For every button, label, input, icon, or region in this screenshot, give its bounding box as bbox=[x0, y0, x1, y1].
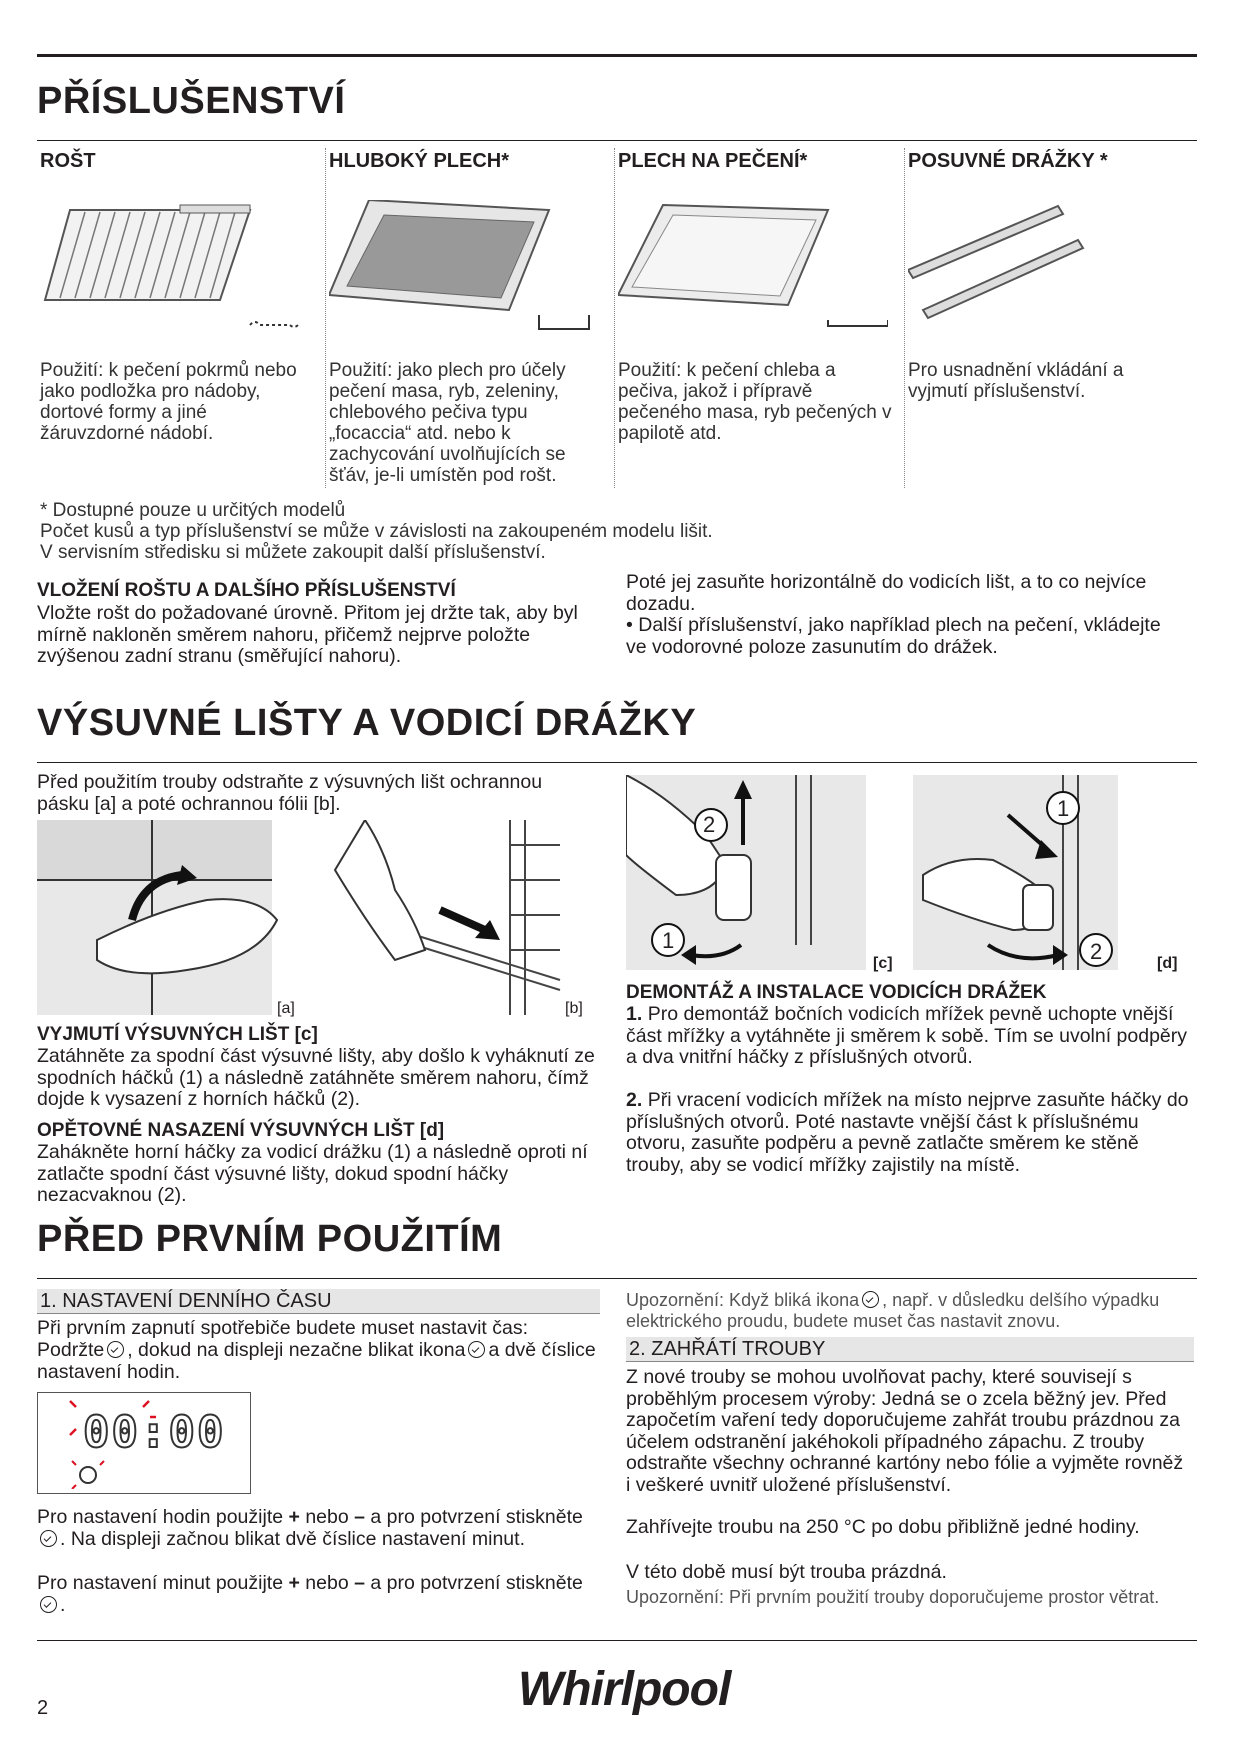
clock-icon bbox=[107, 1341, 124, 1358]
power-outage-warning bbox=[626, 1290, 1196, 1332]
clock-icon bbox=[862, 1291, 879, 1308]
time-p2-start: Podržte bbox=[37, 1339, 105, 1361]
time-p3 bbox=[37, 1507, 597, 1550]
insert-heading: VLOŽENÍ ROŠTU A DALŠÍHO PŘÍSLUŠENSTVÍ bbox=[37, 580, 456, 601]
heat-text-duration: Zahřívejte troubu na 250 °C po dobu přibližně jedné hodiny. bbox=[626, 1516, 1140, 1538]
first-use-rule bbox=[37, 1278, 1197, 1279]
top-rule bbox=[37, 54, 1197, 57]
footnote-availability: * Dostupné pouze u určitých modelů bbox=[40, 500, 346, 521]
page-number: 2 bbox=[37, 1697, 49, 1719]
guides-step1 bbox=[626, 1004, 1191, 1069]
time-p3-or: nebo bbox=[305, 1506, 349, 1528]
time-p4-or: nebo bbox=[305, 1572, 349, 1594]
guides-step1-num: 1. bbox=[626, 1003, 643, 1025]
figure-d-circle-2: 2 bbox=[1090, 939, 1103, 964]
col-text-baking-tray: Použití: k pečení chleba a pečiva, jakož i přípravě pečeného masa, ryb pečených v papilotě atd. bbox=[618, 360, 892, 444]
col-text-sliding-runners: Pro usnadnění vkládání a vyjmutí příslušenství. bbox=[908, 360, 1124, 402]
column-divider bbox=[614, 148, 615, 488]
col-heading-baking-tray: PLECH NA PEČENÍ* bbox=[618, 150, 808, 172]
figure-b-label: [b] bbox=[565, 1000, 583, 1017]
rails-title: VÝSUVNÉ LIŠTY A VODICÍ DRÁŽKY bbox=[37, 702, 697, 744]
guides-step2-num: 2. bbox=[626, 1089, 643, 1111]
time-p3-start: Pro nastavení hodin použijte bbox=[37, 1506, 284, 1528]
time-p4-start: Pro nastavení minut použijte bbox=[37, 1572, 284, 1594]
insert-text: Vložte rošt do požadované úrovně. Přitom jej držte tak, aby byl mírně nakloněn směrem nahoru, přičemž nejprve položte zvýšenou zadní stranu (směřující nahoru). bbox=[37, 602, 578, 667]
footnote-service: V servisním středisku si můžete zakoupit další příslušenství. bbox=[40, 542, 546, 563]
column-divider bbox=[904, 148, 905, 488]
minus-icon: – bbox=[354, 1572, 365, 1594]
whirlpool-logo: Whirlpool bbox=[518, 1663, 731, 1716]
time-p2-middle: , dokud na displeji nezačne blikat ikona bbox=[127, 1339, 466, 1361]
clock-icon bbox=[40, 1596, 57, 1613]
warning-start: Upozornění: Když bliká ikona bbox=[626, 1290, 860, 1310]
insert-text-right: Poté jej zasuňte horizontálně do vodicích lišt, a to co nejvíce dozadu. bbox=[626, 571, 1147, 615]
blink-indicators bbox=[68, 1399, 238, 1489]
footer-rule bbox=[37, 1640, 1197, 1641]
time-p3-middle: a pro potvrzení stiskněte bbox=[370, 1506, 583, 1528]
first-use-title: PŘED PRVNÍM POUŽITÍM bbox=[37, 1218, 503, 1260]
guides-step1-text: Pro demontáž bočních vodicích mřížek pevně uchopte vnější část mřížky a vytáhněte ji směrem k sobě. Tím se uvolní podpěry a dva vnitřní háčky z příslušných otvorů. bbox=[626, 1003, 1188, 1068]
heat-text: Z nové trouby se mohou uvolňovat pachy, které souvisejí s proběhlým procesem výroby: Jedná se o zcela běžný jev. Před započetím vaření tedy doporučujeme zahřát troubu prázdnou za účelem odstranění jakéhokoli případného zápachu. Z trouby odstraňte všechny ochranné kartóny nebo fólie a vyjměte rovněž i veškeré uvnitř uložené příslušenství. bbox=[626, 1366, 1184, 1496]
wire-shelf-illustration bbox=[40, 200, 310, 340]
time-p4 bbox=[37, 1573, 597, 1616]
remove-rails-text: Zatáhněte za spodní část výsuvné lišty, aby došlo k vyháknutí ze spodních háčků (1) a následně zatáhněte směrem nahoru, čímž dojde k vysazení z horních háčků (2). bbox=[37, 1045, 595, 1110]
refit-rails-text: Zahákněte horní háčky za vodicí drážku (1) a následně oproti ní zatlačte spodní část výsuvné lišty, dokud spodní háčky nezacvaknou (2). bbox=[37, 1141, 588, 1206]
insert-text-right-bullet: • Další příslušenství, jako například plech na pečení, vkládejte ve vodorovné poloze zasunutím do drážek. bbox=[626, 614, 1161, 658]
rails-rule bbox=[37, 762, 1197, 763]
plus-icon: + bbox=[288, 1572, 300, 1594]
col-heading-rost: ROŠT bbox=[40, 150, 96, 172]
figure-c-circle-2: 2 bbox=[703, 812, 716, 837]
col-heading-deep-tray: HLUBOKÝ PLECH* bbox=[329, 150, 510, 172]
deep-tray-illustration bbox=[329, 200, 599, 340]
time-p2-end: a dvě číslice nastavení hodin. bbox=[37, 1339, 596, 1383]
footnote-count: Počet kusů a typ příslušenství se může v závislosti na zakoupeném modelu lišit. bbox=[40, 521, 713, 542]
plus-icon: + bbox=[288, 1506, 300, 1528]
col-heading-sliding-runners: POSUVNÉ DRÁŽKY * bbox=[908, 150, 1108, 172]
rails-intro: Před použitím trouby odstraňte z výsuvných lišt ochrannou pásku [a] a poté ochrannou fólii [b]. bbox=[37, 771, 543, 815]
refit-rails-heading: OPĚTOVNÉ NASAZENÍ VÝSUVNÝCH LIŠT [d] bbox=[37, 1120, 445, 1141]
guides-step2 bbox=[626, 1090, 1191, 1176]
figure-c-label: [c] bbox=[873, 955, 893, 972]
baking-tray-illustration bbox=[618, 200, 888, 340]
figure-d-circle-1: 1 bbox=[1057, 796, 1070, 821]
remove-rails-heading: VYJMUTÍ VÝSUVNÝCH LIŠT [c] bbox=[37, 1024, 318, 1045]
time-p2 bbox=[37, 1340, 597, 1383]
time-p4-end: . bbox=[60, 1593, 66, 1616]
guides-heading: DEMONTÁŽ A INSTALACE VODICÍCH DRÁŽEK bbox=[626, 982, 1047, 1003]
accessories-rule bbox=[37, 140, 1197, 141]
sliding-runners-illustration bbox=[908, 200, 1108, 320]
time-p4-middle: a pro potvrzení stiskněte bbox=[370, 1572, 583, 1594]
time-p3-end: . Na displeji začnou blikat dvě číslice nastavení minut. bbox=[60, 1527, 525, 1550]
ventilation-warning: Upozornění: Při prvním použití trouby doporučujeme prostor větrat. bbox=[626, 1587, 1160, 1607]
clock-icon bbox=[40, 1530, 57, 1547]
heat-text-empty: V této době musí být trouba prázdná. bbox=[626, 1561, 947, 1583]
warning-end: , např. v důsledku delšího výpadku elektrického proudu, budete muset čas nastavit znovu. bbox=[626, 1290, 1160, 1331]
display-digits: 00:00 bbox=[83, 1407, 226, 1458]
figure-b-foil-removal bbox=[325, 820, 565, 1015]
figure-d-rail-refit bbox=[913, 775, 1178, 970]
clock-display-illustration bbox=[37, 1392, 251, 1494]
figure-a-label: [a] bbox=[277, 1000, 295, 1017]
accessories-title: PŘÍSLUŠENSTVÍ bbox=[37, 80, 346, 122]
figure-a-tape-removal bbox=[37, 820, 313, 1015]
clock-icon bbox=[468, 1341, 485, 1358]
guides-step2-text: Při vracení vodicích mřížek na místo nejprve zasuňte háčky do příslušných otvorů. Poté nastavte vnější část k příslušnému otvoru, zasuňte podpěru a pevně zatlačte směrem ke stěně trouby, aby se vodicí mřížky zajistily na místě. bbox=[626, 1089, 1189, 1176]
col-text-rost: Použití: k pečení pokrmů nebo jako podložka pro nádoby, dortové formy a jiné žáruvzdorné nádobí. bbox=[40, 360, 297, 444]
figure-d-label: [d] bbox=[1157, 955, 1178, 972]
figure-c-circle-1: 1 bbox=[662, 928, 675, 953]
time-p1: Při prvním zapnutí spotřebiče budete muset nastavit čas: bbox=[37, 1317, 528, 1339]
column-divider bbox=[325, 148, 326, 488]
time-heading: 1. NASTAVENÍ DENNÍHO ČASU bbox=[37, 1289, 600, 1314]
heat-heading: 2. ZAHŘÁTÍ TROUBY bbox=[626, 1337, 1194, 1362]
col-text-deep-tray: Použití: jako plech pro účely pečení masa, ryb, zeleniny, chlebového pečiva typu „focaccia“ atd. nebo k zachycování uvolňujících se šťáv, je-li umístěn pod rošt. bbox=[329, 360, 566, 486]
minus-icon: – bbox=[354, 1506, 365, 1528]
